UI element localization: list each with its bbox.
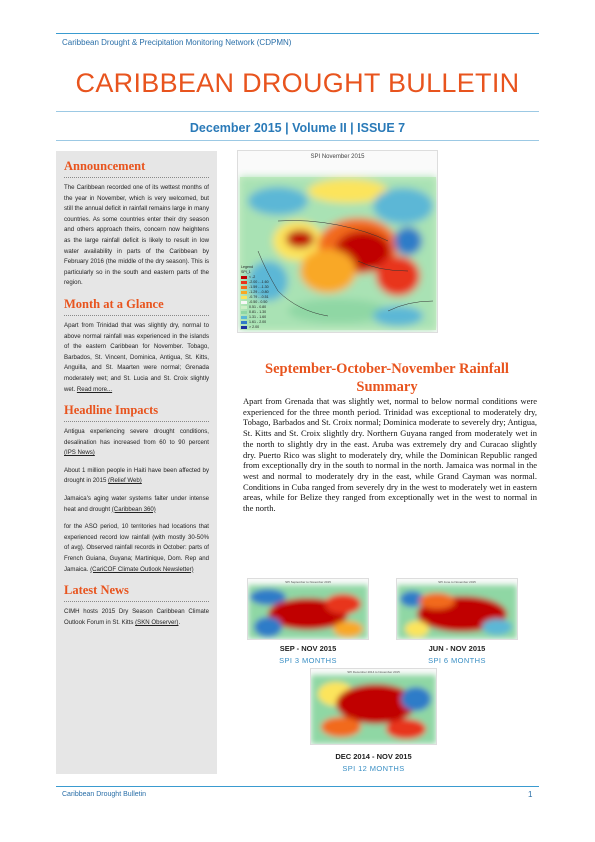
skn-observer-link[interactable]: (SKN Observer) [135,618,179,626]
sidebar [56,151,217,774]
impact-item [64,494,209,515]
impact-text: About 1 million people in Haiti have been affected by drought in 2015 [64,466,209,485]
footer-rule [56,786,539,787]
footer-title: Caribbean Drought Bulletin [62,791,147,798]
legend-swatch [241,296,247,300]
caricof-link[interactable]: (CariCOF Climate Outlook Newsletter) [90,565,194,573]
impact-text: Jamaica's aging water systems falter under intense heat and drought [64,495,209,513]
headline-impacts-title: Headline Impacts [64,403,159,418]
network-name: Caribbean Drought & Precipitation Monitoring Network (CDPMN) [62,38,292,47]
legend-swatch [241,301,247,305]
legend-swatch [241,316,247,320]
month-glance-text [64,321,209,395]
spi-3-month-graphic [248,579,368,639]
impact-item [64,466,209,487]
sep-nov-caption: SEP - NOV 2015 [279,644,337,653]
legend-label: 0.51 - 0.80 [249,305,267,309]
legend-swatch [241,291,247,295]
impact-item [64,427,209,459]
announcement-title: Announcement [64,159,146,173]
title-rule [56,111,539,112]
issue-line: December 2015 | Volume II | ISSUE 7 [189,121,406,135]
legend-label: 1.61 - 2.00 [249,320,267,324]
spi-6-month-map [396,578,518,640]
spi-12-month-graphic [311,669,436,744]
legend-label: -1.29 - -0.80 [249,290,269,294]
map-legend [241,265,269,330]
map-title: SPI December 2014 to November 2015 [347,670,400,674]
legend-title: Legend [241,265,253,269]
impact-text: for the ASO period, 10 territories had locations that experienced record low rainfall (with mostly 30-50% of avg). Observed rainfall records in October: parts of French Guiana, Guyana; Martinique, Dom. Rep and Jamaica. [64,523,209,573]
spi-12-months-label: SPI 12 MONTHS [342,764,405,773]
map-title: SPI November 2015 [310,154,365,160]
legend-label: 0.81 - 1.30 [249,310,267,314]
divider [64,177,209,178]
legend-sub: SPI_1 [241,270,251,274]
legend-rows [241,275,269,330]
impact-item [64,522,209,575]
divider [64,421,209,422]
legend-label: -2.00 - -1.60 [249,280,269,284]
legend-swatch [241,321,247,325]
legend-swatch [241,326,247,330]
impact-text: Antigua experiencing severe drought conditions, desalination has increased from 60 to 90 percent [64,428,209,446]
spi-6-month-graphic [397,579,517,639]
spi-3-month-map [247,578,369,640]
legend-label: > 2.00 [249,325,260,329]
month-glance-body: Apart from Trinidad that was slightly dry, normal to above normal rainfall was experienced in the islands of the eastern Caribbean for November. Tobago, Barbados, St. Vincent, Dominica, Antigua, St. Kitts, Anguilla, and St. Maarten were normal; Grenada moderately wet; and St. Lucia and St. Croix slightly wet. [64,321,209,393]
relief-web-link[interactable]: (Relief Web) [108,477,142,485]
divider [64,315,209,316]
latest-news-title: Latest News [64,583,129,598]
legend-swatch [241,276,247,280]
read-more-link[interactable]: Read more... [76,385,113,393]
summary-title: September-October-November Rainfall Summary [265,361,509,395]
legend-row [241,325,269,330]
bulletin-title: CARIBBEAN DROUGHT BULLETIN [75,68,520,98]
dec-nov-caption: DEC 2014 - NOV 2015 [335,752,412,761]
legend-label: -1.59 - -1.30 [249,285,269,289]
legend-label: < -2 [249,275,256,279]
map-title: SPI June to November 2015 [438,580,476,584]
issue-rule [56,140,539,141]
latest-news-body: CIMH hosts 2015 Dry Season Caribbean Climate Outlook Forum in St. Kitts [64,608,209,626]
map-title: SPI September to November 2015 [285,580,331,584]
announcement-text: The Caribbean recorded one of its wettest months of the year in November, which is very welcomed, but still the annual deficit in rainfall remains large in many countries. As some countries enter their dry season and others approach theirs, concern now heightens as the large rainfall deficit is likely to result in low water availability in parts of the Caribbean by February 2016 (the middle of the dry season). This is particularly so in the south and eastern parts of the region. [64,184,209,287]
latest-news-tail: . [178,618,181,626]
jun-nov-caption: JUN - NOV 2015 [428,644,486,653]
latest-news-text [64,607,209,628]
legend-swatch [241,286,247,290]
legend-label: 1.31 - 1.60 [249,315,267,319]
spi-6-months-label: SPI 6 MONTHS [428,656,486,665]
ips-news-link[interactable]: (IPS News) [64,449,95,457]
spi-3-months-label: SPI 3 MONTHS [279,656,337,665]
top-rule [56,33,539,34]
spi-12-month-map [310,668,437,745]
divider [64,601,209,602]
month-glance-title: Month at a Glance [64,296,164,311]
page-number: 1 [528,790,533,799]
summary-body: Apart from Grenada that was slightly wet, normal to below normal conditions were experienced for the three month period. Trinidad was exceptional to moderately dry, Tobago, Barbados and St. Croix normal; Dominica moderate to severely dry; Antigua, St. Kitts and St. Croix slightly dry. Northern Guyana ranged from moderately wet in the north to slightly dry in the east. Aruba was extremely dry and Curacao slightly dry. Puerto Rico was slight to moderately dry, while the Dominican Republic ranged from exceptionally dry in the south to normal in the north. Jamaica was normal in the west and normal to moderately dry in the east, while Grand Cayman was normal. Conditions in Cuba ranged from severely dry in the west to moderately wet in eastern areas, while for Belize they ranged from exceptionally wet in the west to normal in the north. [243,396,537,514]
caribbean-360-link[interactable]: (Caribbean 360) [111,505,156,513]
spi-november-map [237,150,438,333]
legend-label: -0.50 - 0.50 [249,300,268,304]
legend-label: -0.79 - -0.51 [249,295,269,299]
legend-swatch [241,281,247,285]
legend-swatch [241,306,247,310]
legend-swatch [241,311,247,315]
